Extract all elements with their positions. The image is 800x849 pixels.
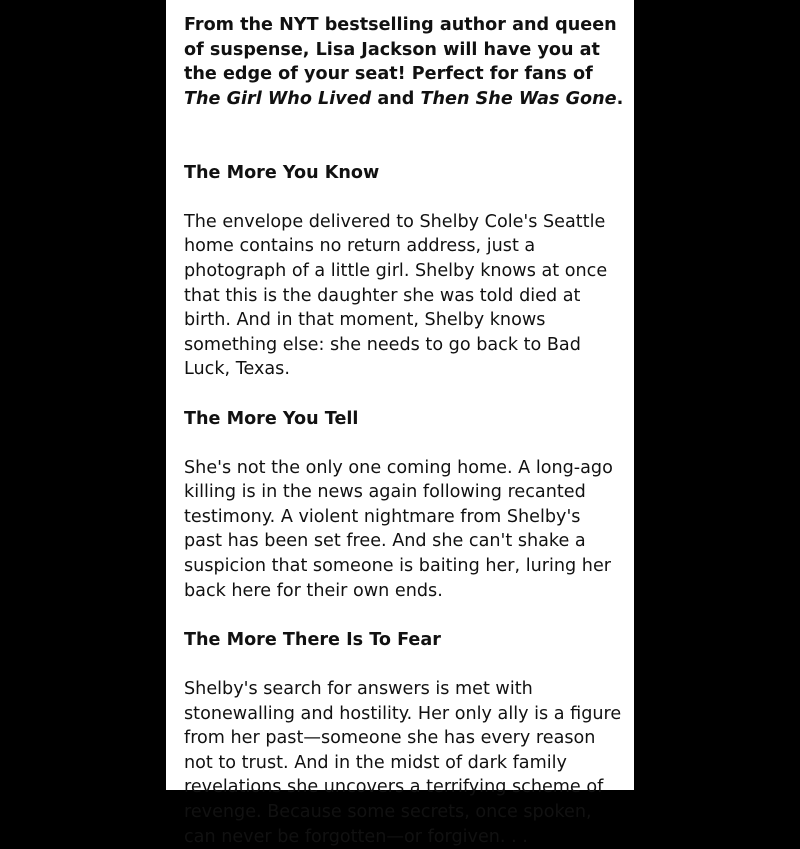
spacer: [184, 136, 624, 161]
intro-title-1: The Girl Who Lived: [184, 88, 372, 109]
book-description-page: [166, 0, 634, 847]
section-body-fear: Shelby's search for answers is met with stonewalling and hostility. Her only ally is a figure from her past—someone she has every reason not to trust. And in the midst of dark family revelations she uncovers a terrifying scheme of revenge. Because some secrets, once spoken, can never be forgotten—or forgiven. . .: [184, 679, 622, 847]
intro-text-3: .: [616, 88, 624, 109]
spacer: [184, 603, 624, 628]
section-heading-tell: The More You Tell: [184, 408, 359, 429]
spacer: [184, 382, 624, 407]
section-heading-know: The More You Know: [184, 162, 380, 183]
spacer: [184, 431, 624, 456]
section-body-know: The envelope delivered to Shelby Cole's Seattle home contains no return address, just a photograph of a little girl. Shelby knows at once that this is the daughter she was told died at birth. And in that moment, Shelby knows something else: she needs to go back to Bad Luck, Texas.: [184, 211, 608, 380]
spacer: [184, 652, 624, 677]
spacer: [184, 185, 624, 210]
intro-title-2: Then She Was Gone: [420, 88, 617, 109]
spacer: [184, 111, 624, 136]
intro-text-2: and: [371, 88, 421, 109]
intro-paragraph: [184, 13, 624, 111]
section-body-tell: She's not the only one coming home. A long-ago killing is in the news again following recanted testimony. A violent nightmare from Shelby's past has been set free. And she can't shake a suspicion that someone is baiting her, luring her back here for their own ends.: [184, 457, 613, 601]
section-heading-fear: The More There Is To Fear: [184, 629, 441, 650]
intro-text-1: From the NYT bestselling author and queen of suspense, Lisa Jackson will have you at the edge of your seat! Perfect for fans of: [184, 15, 617, 85]
